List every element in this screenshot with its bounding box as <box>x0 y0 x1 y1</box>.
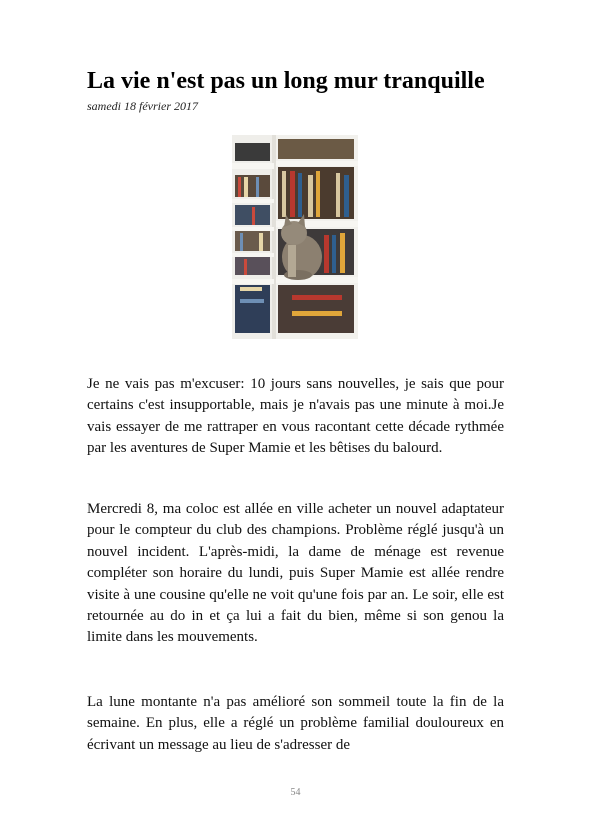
page-number: 54 <box>290 787 301 798</box>
article-title: La vie n'est pas un long mur tranquille <box>87 68 485 94</box>
article-date: samedi 18 février 2017 <box>87 99 198 113</box>
paragraph-1: Je ne vais pas m'excuser: 10 jours sans nouvelles, je sais que pour certains c'est insupportable, mais je n'avais pas une minute à moi.Je vais essayer de me rattraper en vous racontant cette décade rythmée par les aventures de Super Mamie et les bêtises du balourd. <box>87 376 504 457</box>
paragraph-3: La lune montante n'a pas amélioré son sommeil toute la fin de la semaine. En plus, elle a réglé un problème familial douloureux en écrivant un message au lieu de s'adresser de <box>87 694 504 753</box>
paragraph-2: Mercredi 8, ma coloc est allée en ville acheter un nouvel adaptateur pour le compteur du club des champions. Problème réglé jusqu'à un nouvel incident. L'après-midi, la dame de ménage est revenue compléter son horaire du lundi, puis Super Mamie est allée rendre visite à une cousine qu'elle ne voit qu'une fois par an. Le soir, elle est retournée au do in et ça lui a fait du bien, même si son genou la limite dans les mouvements. <box>87 501 504 646</box>
bookshelf-cat-photo <box>232 135 358 339</box>
